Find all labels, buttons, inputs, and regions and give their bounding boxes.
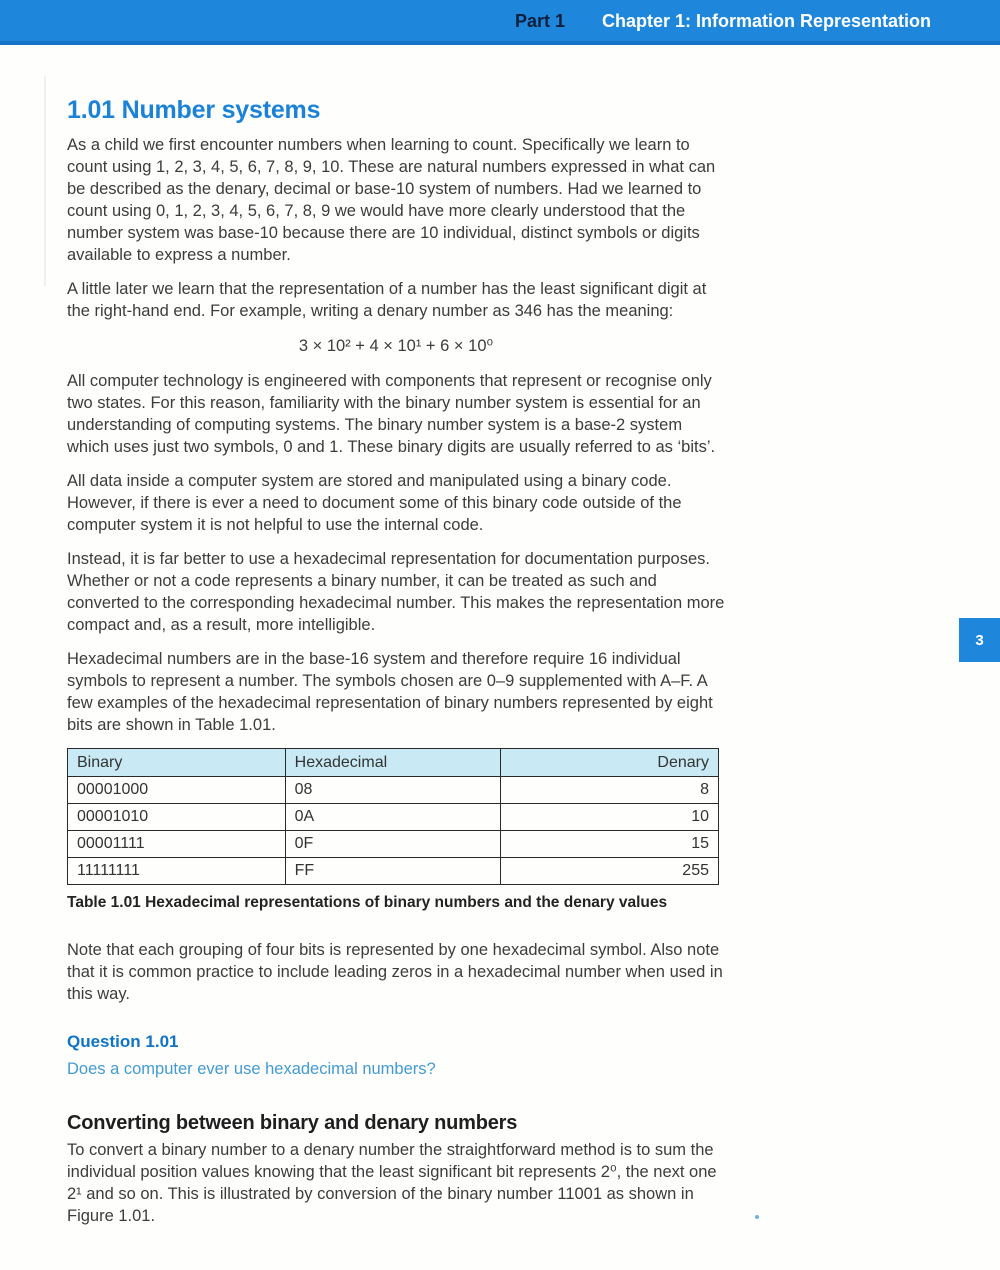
section-title: 1.01 Number systems: [67, 96, 321, 124]
table-caption: Table 1.01 Hexadecimal representations of binary numbers and the denary values: [67, 894, 668, 911]
table-row: [68, 831, 719, 858]
table-1-01: [67, 748, 719, 885]
paragraph-converting: To convert a binary number to a denary number the straightforward method is to sum the individual position values knowing that the least significant bit represents 2⁰, the next one 2¹ and so on. This is illustrated by conversion of the binary number 11001 as shown in Figure 1.01.: [67, 1141, 717, 1225]
denary-expansion-formula: 3 × 10² + 4 × 10¹ + 6 × 10⁰: [298, 337, 494, 355]
cell-binary: 00001111: [68, 831, 286, 858]
table-row: [68, 777, 719, 804]
cell-binary: 00001010: [68, 804, 286, 831]
cell-hexadecimal: FF: [285, 858, 501, 885]
cell-binary: 11111111: [68, 858, 286, 885]
paragraph-intro-1: As a child we first encounter numbers when learning to count. Specifically we learn to count using 1, 2, 3, 4, 5, 6, 7, 8, 9, 10. These are natural numbers expressed in what can be described as the denary, decimal or base-10 system of numbers. Had we learned to count using 0, 1, 2, 3, 4, 5, 6, 7, 8, 9 we would have more clearly understood that the number system was base-10 because there are 10 individual, distinct symbols or digits available to express a number.: [67, 136, 716, 264]
paragraph-binary: All computer technology is engineered with components that represent or recognise only two states. For this reason, familiarity with the binary number system is essential for an understanding of computing systems. The binary number system is a base-2 system which uses just two symbols, 0 and 1. These binary digits are usually referred to as ‘bits’.: [67, 372, 716, 456]
part-label: Part 1: [515, 11, 566, 31]
question-title: Question 1.01: [67, 1032, 179, 1051]
page-crease-artifact: [44, 76, 46, 286]
question-text: Does a computer ever use hexadecimal numbers?: [67, 1060, 436, 1078]
cell-hexadecimal: 0F: [285, 831, 501, 858]
table-header-hexadecimal: Hexadecimal: [285, 749, 501, 777]
cell-denary: 8: [501, 777, 719, 804]
table-row: [68, 804, 719, 831]
paragraph-intro-2: A little later we learn that the representation of a number has the least significant digit at the right-hand end. For example, writing a denary number as 346 has the meaning:: [67, 280, 707, 320]
cell-denary: 10: [501, 804, 719, 831]
cell-binary: 00001000: [68, 777, 286, 804]
table-header-row: [68, 749, 719, 777]
chapter-header-bar: [0, 0, 1000, 45]
chapter-title: Chapter 1: Information Representation: [602, 11, 932, 31]
cell-hexadecimal: 0A: [285, 804, 501, 831]
scan-speck-artifact: [755, 1215, 759, 1219]
cell-denary: 15: [501, 831, 719, 858]
page-number-tab: 3: [959, 618, 1000, 662]
table-row: [68, 858, 719, 885]
paragraph-note: Note that each grouping of four bits is represented by one hexadecimal symbol. Also note that it is common practice to include leading zeros in a hexadecimal number when used in this way.: [67, 941, 723, 1003]
paragraph-binary-code: All data inside a computer system are stored and manipulated using a binary code. However, if there is ever a need to document some of this binary code outside of the computer system it is not helpful to use the internal code.: [67, 472, 682, 534]
paragraph-hexadecimal-base16: Hexadecimal numbers are in the base-16 system and therefore require 16 individual symbols to represent a number. The symbols chosen are 0–9 supplemented with A–F. A few examples of the hexadecimal representation of binary numbers represented by eight bits are shown in Table 1.01.: [67, 650, 713, 734]
table-header-binary: Binary: [68, 749, 286, 777]
subsection-title: Converting between binary and denary numbers: [67, 1112, 518, 1134]
cell-hexadecimal: 08: [285, 777, 501, 804]
table-header-denary: Denary: [501, 749, 719, 777]
cell-denary: 255: [501, 858, 719, 885]
page-content: [67, 96, 725, 1239]
paragraph-hexadecimal-intro: Instead, it is far better to use a hexadecimal representation for documentation purposes. Whether or not a code represents a binary number, it can be treated as such and converted to the corresponding hexadecimal number. This makes the representation more compact and, as a result, more intelligible.: [67, 550, 725, 634]
